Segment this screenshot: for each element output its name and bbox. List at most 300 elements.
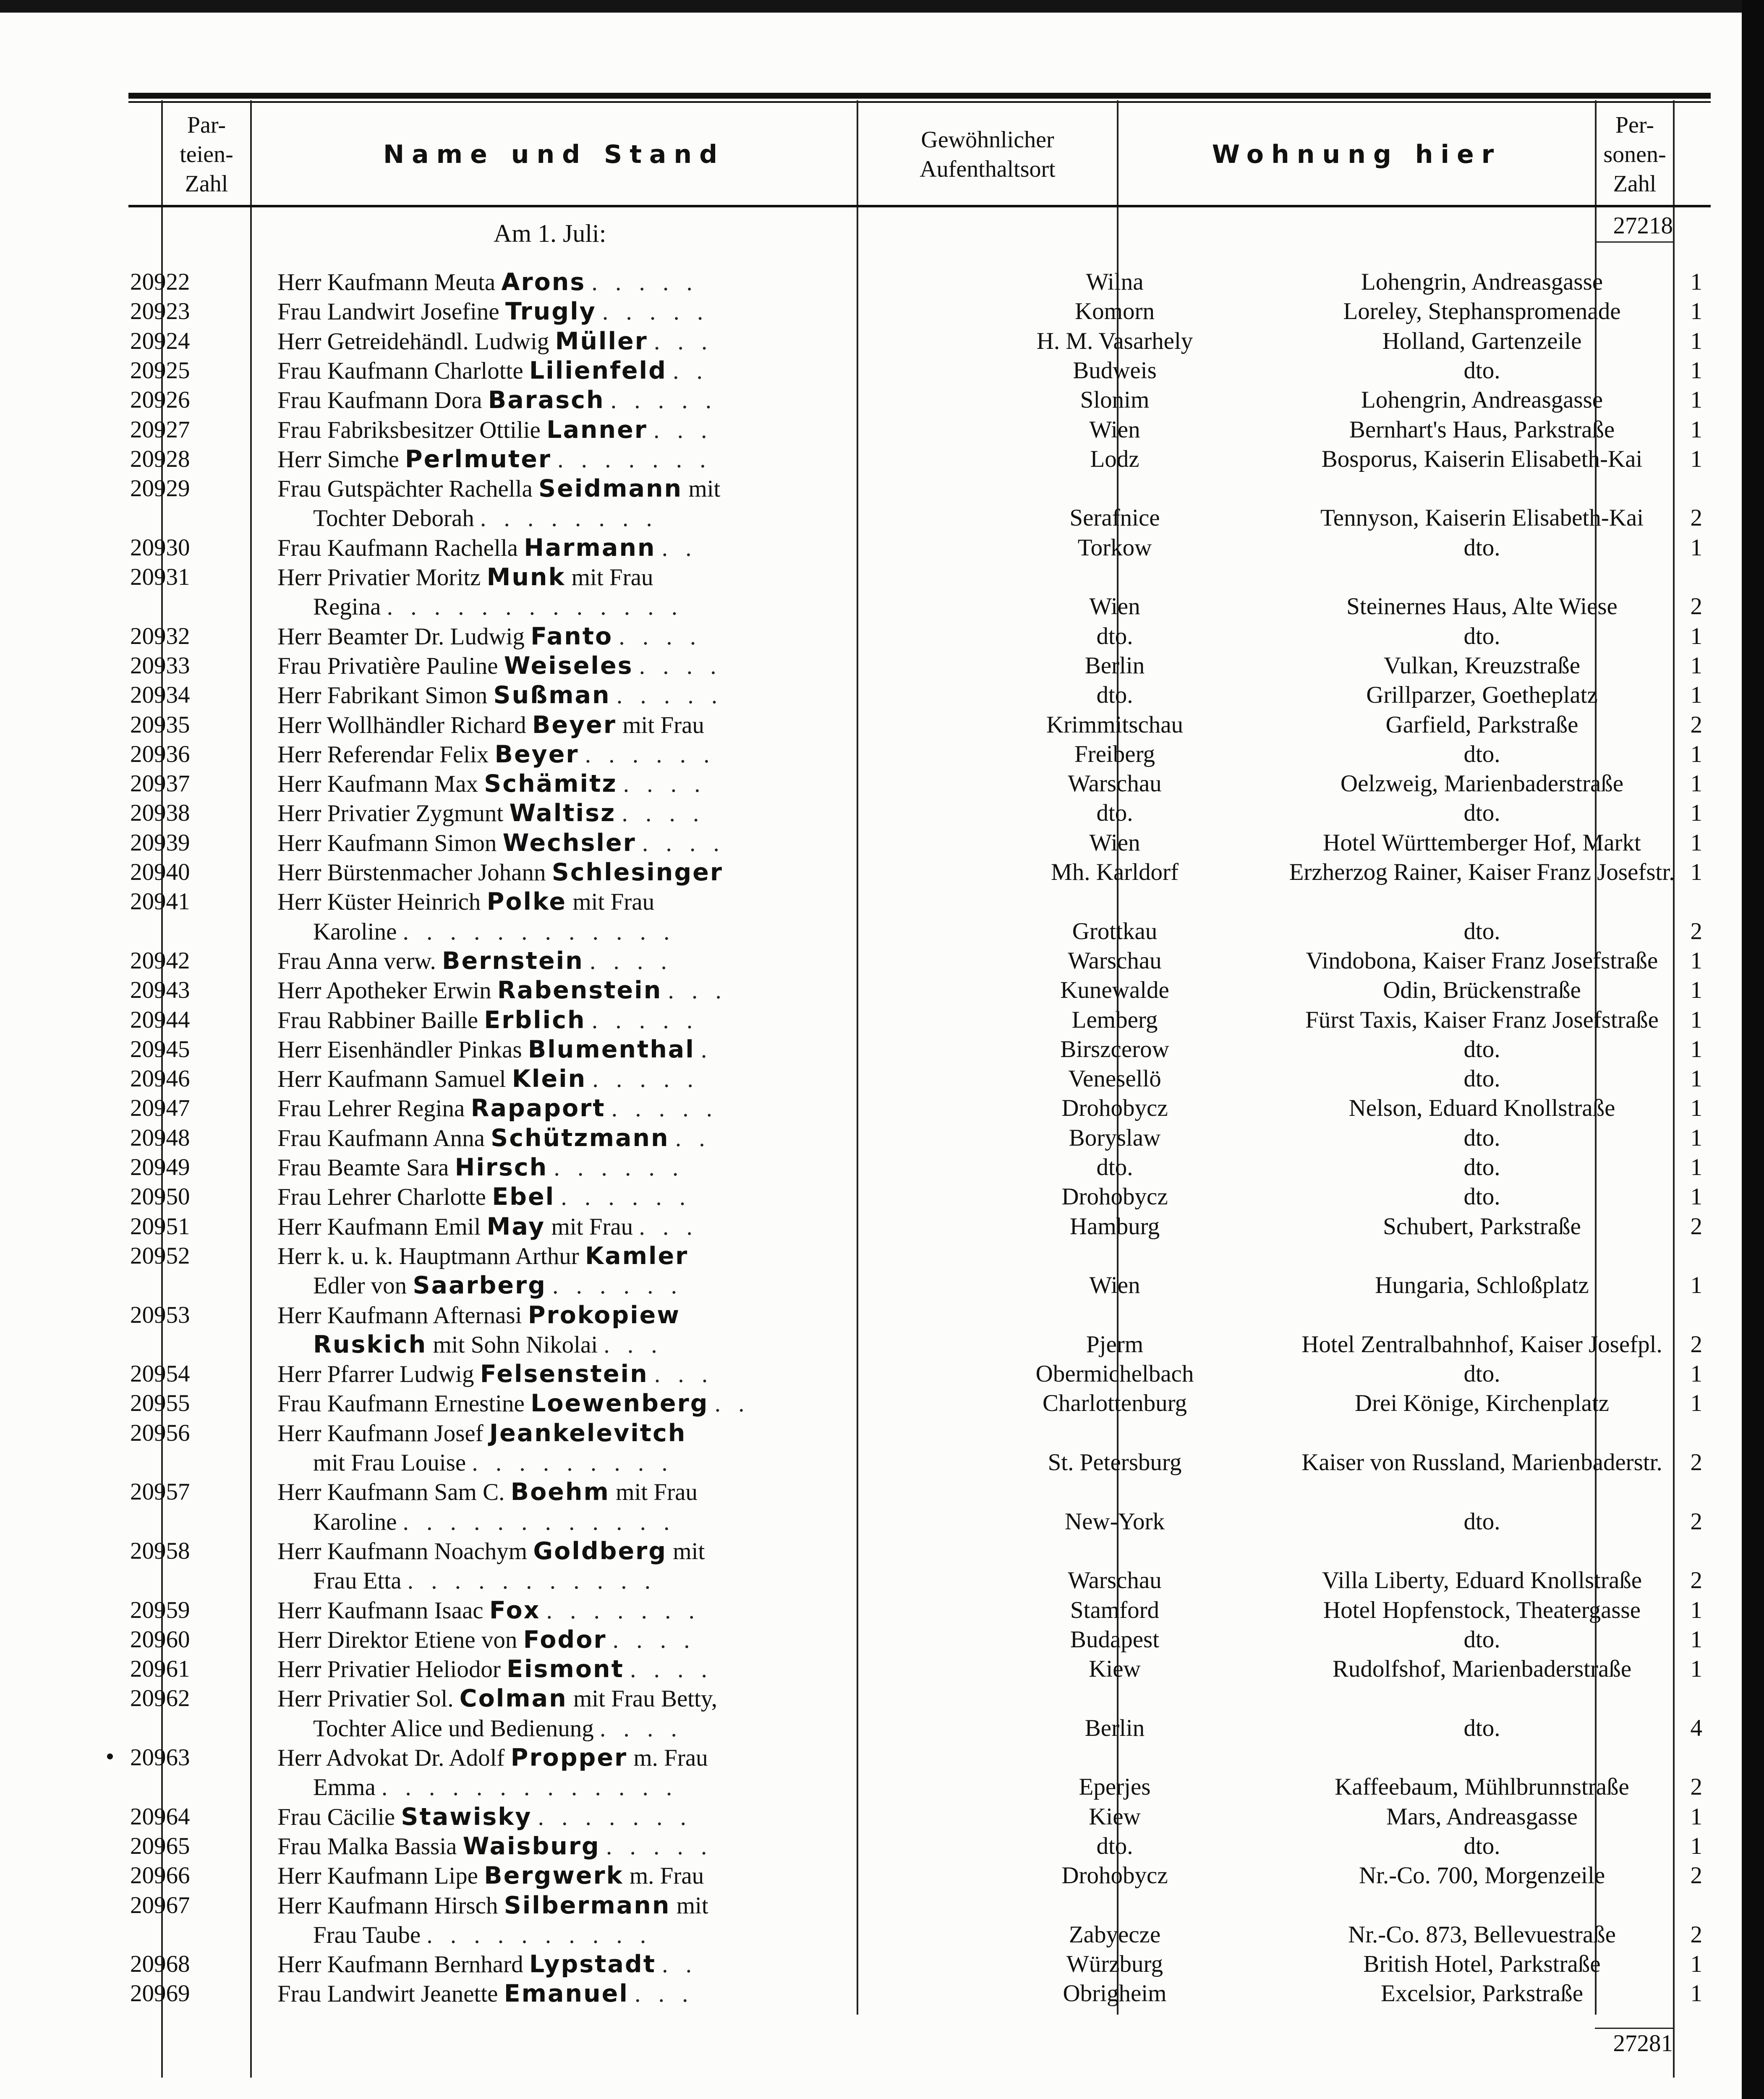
name-and-rank bbox=[277, 622, 966, 652]
table-row bbox=[128, 1241, 1711, 1271]
person-count: 1 bbox=[1690, 416, 1702, 443]
person-count: 1 bbox=[1690, 1596, 1702, 1623]
local-lodging: Lohengrin, Andreasgasse bbox=[1361, 269, 1603, 295]
usual-residence: dto. bbox=[1096, 623, 1133, 649]
table-row bbox=[128, 1153, 1711, 1182]
surname: Munk bbox=[486, 563, 566, 591]
name-prefix: Herr Kaufmann Simon bbox=[277, 830, 503, 856]
person-count: 2 bbox=[1690, 1774, 1702, 1801]
name-prefix: Herr Bürstenmacher Johann bbox=[277, 859, 552, 886]
usual-residence: Wilna bbox=[1086, 269, 1144, 295]
local-lodging: dto. bbox=[1463, 741, 1500, 767]
party-number: 20924 bbox=[130, 327, 190, 354]
local-lodging: Nelson, Eduard Knollstraße bbox=[1348, 1095, 1615, 1122]
name-prefix: Herr Kaufmann Afternasi bbox=[277, 1302, 528, 1329]
local-lodging: dto. bbox=[1463, 534, 1500, 561]
leader-dots: . . bbox=[661, 534, 698, 561]
party-number: 20950 bbox=[130, 1183, 190, 1210]
table-row bbox=[128, 327, 1711, 356]
name-prefix: Frau Etta bbox=[313, 1568, 402, 1594]
table-row bbox=[128, 1596, 1711, 1625]
usual-residence: Wien bbox=[1089, 829, 1140, 856]
surname: Trugly bbox=[505, 298, 596, 326]
usual-residence: Kiew bbox=[1089, 1656, 1141, 1683]
party-number: 20960 bbox=[130, 1626, 190, 1653]
person-count: 2 bbox=[1690, 593, 1702, 620]
name-prefix: Herr Wollhändler Richard bbox=[277, 712, 532, 738]
table-row bbox=[128, 1743, 1711, 1772]
usual-residence: Venesellö bbox=[1068, 1065, 1161, 1092]
name-prefix: Herr k. u. k. Hauptmann Arthur bbox=[277, 1243, 585, 1269]
local-lodging: Nr.-Co. 700, Morgenzeile bbox=[1359, 1862, 1605, 1889]
person-count: 2 bbox=[1690, 1567, 1702, 1594]
party-number: 20959 bbox=[130, 1596, 190, 1623]
party-number: 20927 bbox=[130, 416, 190, 443]
table-row bbox=[128, 1861, 1711, 1890]
usual-residence: Stamford bbox=[1070, 1596, 1160, 1623]
name-suffix: mit Frau bbox=[565, 564, 653, 591]
name-and-rank bbox=[277, 798, 966, 828]
name-prefix: Frau Anna verw. bbox=[277, 947, 442, 974]
local-lodging: dto. bbox=[1463, 1124, 1500, 1151]
leader-dots: . . . . bbox=[612, 1626, 696, 1653]
leader-dots: . . . bbox=[604, 1331, 663, 1358]
name-prefix: Herr Pfarrer Ludwig bbox=[277, 1361, 480, 1388]
surname: Ebel bbox=[492, 1183, 555, 1211]
leader-dots: . . . . . . bbox=[561, 1184, 692, 1211]
name-prefix: Emma bbox=[313, 1774, 376, 1801]
local-lodging: Holland, Gartenzeile bbox=[1382, 327, 1582, 354]
leader-dots: . . . . . . . . . . . . bbox=[402, 918, 676, 945]
header-person-count-label: Per- sonen- Zahl bbox=[1603, 112, 1666, 197]
name-suffix: mit Frau bbox=[616, 712, 704, 738]
party-number: 20967 bbox=[130, 1892, 190, 1918]
table-row bbox=[128, 1891, 1711, 1920]
party-number: 20954 bbox=[130, 1361, 190, 1387]
person-count: 4 bbox=[1690, 1714, 1702, 1741]
usual-residence: Warschau bbox=[1068, 1567, 1162, 1594]
table-row bbox=[128, 710, 1711, 740]
usual-residence: Drohobycz bbox=[1061, 1095, 1168, 1122]
person-count: 1 bbox=[1690, 741, 1702, 767]
surname: Kamler bbox=[585, 1242, 689, 1270]
name-and-rank bbox=[277, 1477, 966, 1507]
name-and-rank bbox=[277, 740, 966, 769]
name-and-rank bbox=[277, 710, 966, 740]
table-row bbox=[128, 533, 1711, 563]
surname: Bergwerk bbox=[484, 1862, 624, 1890]
table-row bbox=[128, 1212, 1711, 1241]
person-count: 1 bbox=[1690, 770, 1702, 797]
page-total: 27281 bbox=[1613, 2030, 1673, 2057]
leader-dots: . . . . . . bbox=[554, 1154, 685, 1181]
person-count: 1 bbox=[1690, 387, 1702, 414]
person-count: 1 bbox=[1690, 1154, 1702, 1180]
party-number: 20949 bbox=[130, 1154, 190, 1180]
leader-dots: . . . . bbox=[600, 1715, 683, 1742]
person-count: 2 bbox=[1690, 711, 1702, 738]
surname: Beyer bbox=[494, 740, 579, 768]
surname: Propper bbox=[510, 1744, 628, 1772]
name-and-rank bbox=[277, 1596, 966, 1625]
name-prefix: Frau Kaufmann Dora bbox=[277, 387, 488, 414]
party-number: 20936 bbox=[130, 741, 190, 767]
surname: Saarberg bbox=[413, 1272, 546, 1300]
surname: Lypstadt bbox=[529, 1950, 656, 1979]
carry-forward-total: 27218 bbox=[1613, 212, 1673, 239]
table-row bbox=[128, 1536, 1711, 1566]
name-and-rank bbox=[277, 1123, 966, 1153]
person-count: 1 bbox=[1690, 947, 1702, 974]
usual-residence: Würzburg bbox=[1066, 1951, 1163, 1978]
name-and-rank bbox=[277, 563, 966, 592]
usual-residence: Slonim bbox=[1080, 387, 1150, 414]
person-count: 1 bbox=[1690, 1272, 1702, 1299]
surname: Waisburg bbox=[463, 1832, 600, 1860]
name-prefix: Herr Simche bbox=[277, 446, 405, 473]
name-prefix: Herr Kaufmann Bernhard bbox=[277, 1951, 529, 1978]
name-prefix: mit Frau Louise bbox=[313, 1450, 466, 1476]
name-and-rank bbox=[277, 1153, 966, 1183]
party-number: 20945 bbox=[130, 1036, 190, 1063]
name-and-rank bbox=[313, 1271, 1001, 1301]
party-number: 20948 bbox=[130, 1124, 190, 1151]
table-row bbox=[128, 1802, 1711, 1832]
usual-residence: Wien bbox=[1089, 1272, 1140, 1299]
leader-dots: . . . . . . . bbox=[546, 1597, 700, 1624]
table-row bbox=[128, 1389, 1711, 1418]
table-row bbox=[128, 1123, 1711, 1153]
name-suffix: mit Frau Betty, bbox=[567, 1685, 717, 1712]
name-prefix: Herr Getreidehändl. Ludwig bbox=[277, 328, 555, 355]
table-row bbox=[128, 1064, 1711, 1094]
name-prefix: Herr Privatier Zygmunt bbox=[277, 800, 510, 827]
party-number: 20955 bbox=[130, 1390, 190, 1417]
local-lodging: Hotel Württemberger Hof, Markt bbox=[1323, 829, 1641, 856]
person-count: 1 bbox=[1690, 1656, 1702, 1683]
leader-dots: . . bbox=[714, 1390, 750, 1417]
name-and-rank bbox=[277, 1861, 966, 1891]
name-prefix: Frau Fabriksbesitzer Ottilie bbox=[277, 416, 547, 443]
local-lodging: dto. bbox=[1463, 918, 1500, 945]
name-prefix: Tochter Deborah bbox=[313, 505, 474, 532]
name-suffix: mit Frau bbox=[545, 1213, 633, 1240]
usual-residence: Kunewalde bbox=[1060, 977, 1169, 1004]
name-and-rank bbox=[313, 592, 1001, 622]
leader-dots: . . . . . . . . . . . . . bbox=[382, 1774, 678, 1801]
table-row bbox=[128, 1448, 1711, 1477]
person-count: 1 bbox=[1690, 534, 1702, 561]
local-lodging: dto. bbox=[1463, 1508, 1500, 1535]
surname: Wechsler bbox=[502, 829, 636, 857]
table-row bbox=[128, 563, 1711, 592]
person-count: 1 bbox=[1690, 357, 1702, 384]
local-lodging: dto. bbox=[1463, 1714, 1500, 1741]
leader-dots: . . . . . . . bbox=[557, 446, 712, 473]
table-row bbox=[128, 1654, 1711, 1684]
table-row bbox=[128, 1507, 1711, 1536]
local-lodging: Schubert, Parkstraße bbox=[1383, 1213, 1581, 1240]
surname: Harmann bbox=[524, 534, 656, 562]
name-prefix: Regina bbox=[313, 594, 381, 620]
usual-residence: Warschau bbox=[1068, 770, 1162, 797]
table-row bbox=[128, 385, 1711, 415]
local-lodging: dto. bbox=[1463, 1832, 1500, 1859]
table-row bbox=[128, 1271, 1711, 1300]
table-row bbox=[128, 917, 1711, 946]
leader-dots: . . . . . . . . bbox=[480, 505, 658, 532]
name-prefix: Frau Beamte Sara bbox=[277, 1154, 455, 1181]
name-and-rank bbox=[277, 946, 966, 976]
table-row bbox=[128, 1005, 1711, 1035]
local-lodging: Drei Könige, Kirchenplatz bbox=[1354, 1390, 1610, 1417]
party-number: 20969 bbox=[130, 1980, 190, 2007]
name-and-rank bbox=[277, 1389, 966, 1419]
name-prefix: Frau Kaufmann Charlotte bbox=[277, 357, 529, 384]
local-lodging: dto. bbox=[1463, 1036, 1500, 1063]
table-row bbox=[128, 1419, 1711, 1448]
local-lodging: Excelsior, Parkstraße bbox=[1380, 1980, 1584, 2007]
person-count: 1 bbox=[1690, 327, 1702, 354]
table-row bbox=[128, 1772, 1711, 1802]
person-count: 1 bbox=[1690, 1390, 1702, 1417]
table-row bbox=[128, 769, 1711, 798]
name-and-rank bbox=[277, 297, 966, 327]
leader-dots: . . . . bbox=[619, 623, 702, 650]
leader-dots: . . . . bbox=[590, 947, 673, 974]
name-and-rank bbox=[277, 1094, 966, 1123]
leader-dots: . . . bbox=[654, 328, 713, 355]
surname: May bbox=[486, 1212, 546, 1241]
usual-residence: Krimmitschau bbox=[1046, 711, 1184, 738]
surname: Loewenberg bbox=[531, 1390, 709, 1418]
person-count: 2 bbox=[1690, 918, 1702, 945]
name-and-rank bbox=[277, 1419, 966, 1448]
local-lodging: Oelzweig, Marienbaderstraße bbox=[1340, 770, 1624, 797]
surname: Erblich bbox=[484, 1006, 586, 1034]
usual-residence: Lemberg bbox=[1071, 1006, 1158, 1033]
table-row bbox=[128, 1182, 1711, 1212]
top-rule bbox=[128, 93, 1711, 99]
name-prefix: Herr Privatier Sol. bbox=[277, 1685, 460, 1712]
local-lodging: British Hotel, Parkstraße bbox=[1363, 1951, 1601, 1978]
usual-residence: Obrigheim bbox=[1063, 1980, 1167, 2007]
surname: Ruskich bbox=[313, 1330, 427, 1358]
party-number: 20957 bbox=[130, 1479, 190, 1505]
leader-dots: . . . . . bbox=[592, 1066, 699, 1093]
name-and-rank bbox=[277, 445, 966, 474]
name-and-rank bbox=[277, 1979, 966, 2009]
table-row bbox=[128, 1035, 1711, 1064]
name-and-rank bbox=[277, 356, 966, 386]
name-and-rank bbox=[277, 1743, 966, 1773]
party-number: 20923 bbox=[130, 298, 190, 325]
leader-dots: . . . . . . bbox=[552, 1272, 683, 1299]
table-row bbox=[128, 356, 1711, 385]
name-prefix: Frau Landwirt Josefine bbox=[277, 298, 505, 325]
name-and-rank bbox=[277, 828, 966, 858]
name-and-rank bbox=[277, 651, 966, 681]
leader-dots: . . . . . bbox=[591, 1007, 699, 1034]
table-row bbox=[128, 1832, 1711, 1861]
leader-dots: . . bbox=[675, 1125, 711, 1152]
surname: Blumenthal bbox=[528, 1035, 695, 1063]
local-lodging: dto. bbox=[1463, 357, 1500, 384]
party-number: 20932 bbox=[130, 623, 190, 649]
usual-residence: H. M. Vasarhely bbox=[1036, 327, 1193, 354]
table-row bbox=[128, 1950, 1711, 1979]
leader-dots: . . . . bbox=[623, 771, 706, 798]
person-count: 2 bbox=[1690, 1862, 1702, 1889]
surname: Rapaport bbox=[470, 1094, 606, 1123]
name-prefix: Edler von bbox=[313, 1272, 413, 1299]
usual-residence: Wien bbox=[1089, 416, 1140, 443]
party-number: 20962 bbox=[130, 1685, 190, 1712]
leader-dots: . . . . . . . . . . . . bbox=[402, 1508, 676, 1535]
local-lodging: Loreley, Stephanspromenade bbox=[1343, 298, 1621, 325]
table-row bbox=[128, 592, 1711, 621]
usual-residence: Grottkau bbox=[1072, 918, 1158, 945]
usual-residence: Obermichelbach bbox=[1035, 1361, 1194, 1387]
surname: Beyer bbox=[532, 711, 617, 739]
name-and-rank bbox=[313, 1920, 1001, 1950]
header-party-number bbox=[163, 106, 250, 203]
party-number: 20938 bbox=[130, 800, 190, 827]
leader-dots: . . . . bbox=[642, 830, 725, 856]
name-prefix: Frau Gutspächter Rachella bbox=[277, 476, 539, 503]
party-number: 20926 bbox=[130, 387, 190, 414]
section-date-heading: Am 1. Juli: bbox=[494, 220, 606, 247]
name-prefix: Frau Kaufmann Ernestine bbox=[277, 1390, 531, 1417]
person-count: 1 bbox=[1690, 1183, 1702, 1210]
person-count: 1 bbox=[1690, 1036, 1702, 1063]
name-and-rank bbox=[313, 503, 1001, 533]
surname: Fodor bbox=[523, 1625, 607, 1654]
name-suffix: mit Frau bbox=[567, 889, 655, 916]
name-and-rank bbox=[313, 1566, 1001, 1596]
usual-residence: dto. bbox=[1096, 1154, 1133, 1180]
name-prefix: Herr Referendar Felix bbox=[277, 741, 495, 768]
person-count: 1 bbox=[1690, 623, 1702, 649]
local-lodging: Villa Liberty, Eduard Knollstraße bbox=[1322, 1567, 1642, 1594]
name-prefix: Herr Kaufmann Samuel bbox=[277, 1066, 512, 1093]
party-number: 20968 bbox=[130, 1951, 190, 1978]
name-and-rank bbox=[313, 1330, 1001, 1360]
party-number: 20928 bbox=[130, 445, 190, 472]
name-prefix: Herr Direktor Etiene von bbox=[277, 1626, 523, 1653]
party-number: 20942 bbox=[130, 947, 190, 974]
leader-dots: . . . . . bbox=[610, 387, 718, 414]
usual-residence: dto. bbox=[1096, 682, 1133, 709]
name-and-rank bbox=[277, 533, 966, 563]
usual-residence: Torkow bbox=[1077, 534, 1152, 561]
name-suffix: mit bbox=[670, 1892, 708, 1919]
name-and-rank bbox=[277, 1182, 966, 1212]
local-lodging: dto. bbox=[1463, 1154, 1500, 1180]
name-suffix: mit bbox=[682, 476, 721, 503]
name-and-rank bbox=[277, 1625, 966, 1655]
surname: Schützmann bbox=[491, 1124, 669, 1152]
name-prefix: Frau Landwirt Jeanette bbox=[277, 1981, 504, 2007]
person-count: 1 bbox=[1690, 829, 1702, 856]
leader-dots: . . bbox=[662, 1951, 698, 1978]
person-count: 1 bbox=[1690, 1095, 1702, 1122]
leader-dots: . . . . . . . . . . . bbox=[407, 1568, 657, 1594]
name-prefix: Frau Rabbiner Baille bbox=[277, 1007, 484, 1034]
usual-residence: dto. bbox=[1096, 800, 1133, 827]
usual-residence: Budweis bbox=[1073, 357, 1157, 384]
surname: Schlesinger bbox=[551, 858, 723, 886]
party-number: 20952 bbox=[130, 1242, 190, 1269]
party-number: 20958 bbox=[130, 1537, 190, 1564]
name-prefix: Frau Kaufmann Anna bbox=[277, 1125, 491, 1152]
leader-dots: . . . . . . . bbox=[538, 1803, 692, 1830]
name-prefix: Frau Privatière Pauline bbox=[277, 652, 504, 679]
name-prefix: Karoline bbox=[313, 918, 397, 945]
table-row bbox=[128, 1359, 1711, 1389]
local-lodging: Bernhart's Haus, Parkstraße bbox=[1349, 416, 1615, 443]
surname: Jeankelevitch bbox=[489, 1419, 687, 1447]
usual-residence: Drohobycz bbox=[1061, 1862, 1168, 1889]
name-and-rank bbox=[277, 1802, 966, 1832]
person-count: 2 bbox=[1690, 1213, 1702, 1240]
party-number: 20951 bbox=[130, 1213, 190, 1240]
leader-dots: . bbox=[701, 1036, 713, 1063]
local-lodging: Odin, Brückenstraße bbox=[1383, 977, 1581, 1004]
usual-residence: Zabyecze bbox=[1069, 1921, 1161, 1948]
surname: Colman bbox=[459, 1685, 567, 1713]
table-row bbox=[128, 1301, 1711, 1330]
name-and-rank bbox=[277, 1301, 966, 1330]
local-lodging: Lohengrin, Andreasgasse bbox=[1361, 387, 1603, 414]
name-and-rank bbox=[277, 976, 966, 1005]
table-row bbox=[128, 858, 1711, 887]
usual-residence: Berlin bbox=[1085, 652, 1145, 679]
name-and-rank bbox=[277, 1832, 966, 1861]
name-prefix: Herr Kaufmann Sam C. bbox=[277, 1479, 511, 1506]
leader-dots: . . . . bbox=[639, 652, 722, 679]
table-row bbox=[128, 622, 1711, 651]
name-prefix: Frau Cäcilie bbox=[277, 1803, 401, 1830]
local-lodging: Rudolfshof, Marienbaderstraße bbox=[1332, 1656, 1632, 1683]
name-and-rank bbox=[277, 1212, 966, 1242]
usual-residence: Hamburg bbox=[1069, 1213, 1160, 1240]
local-lodging: Hungaria, Schloßplatz bbox=[1375, 1272, 1589, 1299]
table-row bbox=[128, 1477, 1711, 1507]
table-row bbox=[128, 1566, 1711, 1595]
table-row bbox=[128, 1684, 1711, 1713]
leader-dots: . . . . . bbox=[611, 1095, 719, 1122]
leader-dots: . . . . . . . . . . bbox=[426, 1921, 652, 1948]
usual-residence: Wien bbox=[1089, 593, 1140, 620]
name-suffix: mit Frau bbox=[609, 1479, 698, 1506]
table-row bbox=[128, 1920, 1711, 1950]
local-lodging: Hotel Zentralbahnhof, Kaiser Josefpl. bbox=[1301, 1331, 1662, 1358]
local-lodging: dto. bbox=[1463, 1183, 1500, 1210]
stray-dot-left bbox=[107, 1754, 113, 1759]
name-and-rank bbox=[313, 1772, 1001, 1802]
name-and-rank bbox=[277, 474, 966, 504]
name-and-rank bbox=[277, 887, 966, 917]
party-number: 20937 bbox=[130, 770, 190, 797]
table-row bbox=[128, 415, 1711, 445]
local-lodging: Grillparzer, Goetheplatz bbox=[1366, 682, 1598, 709]
surname: Arons bbox=[501, 268, 586, 296]
usual-residence: Budapest bbox=[1070, 1626, 1160, 1653]
surname: Felsenstein bbox=[480, 1360, 648, 1388]
name-prefix: Herr Eisenhändler Pinkas bbox=[277, 1036, 528, 1063]
name-and-rank bbox=[277, 1241, 966, 1271]
